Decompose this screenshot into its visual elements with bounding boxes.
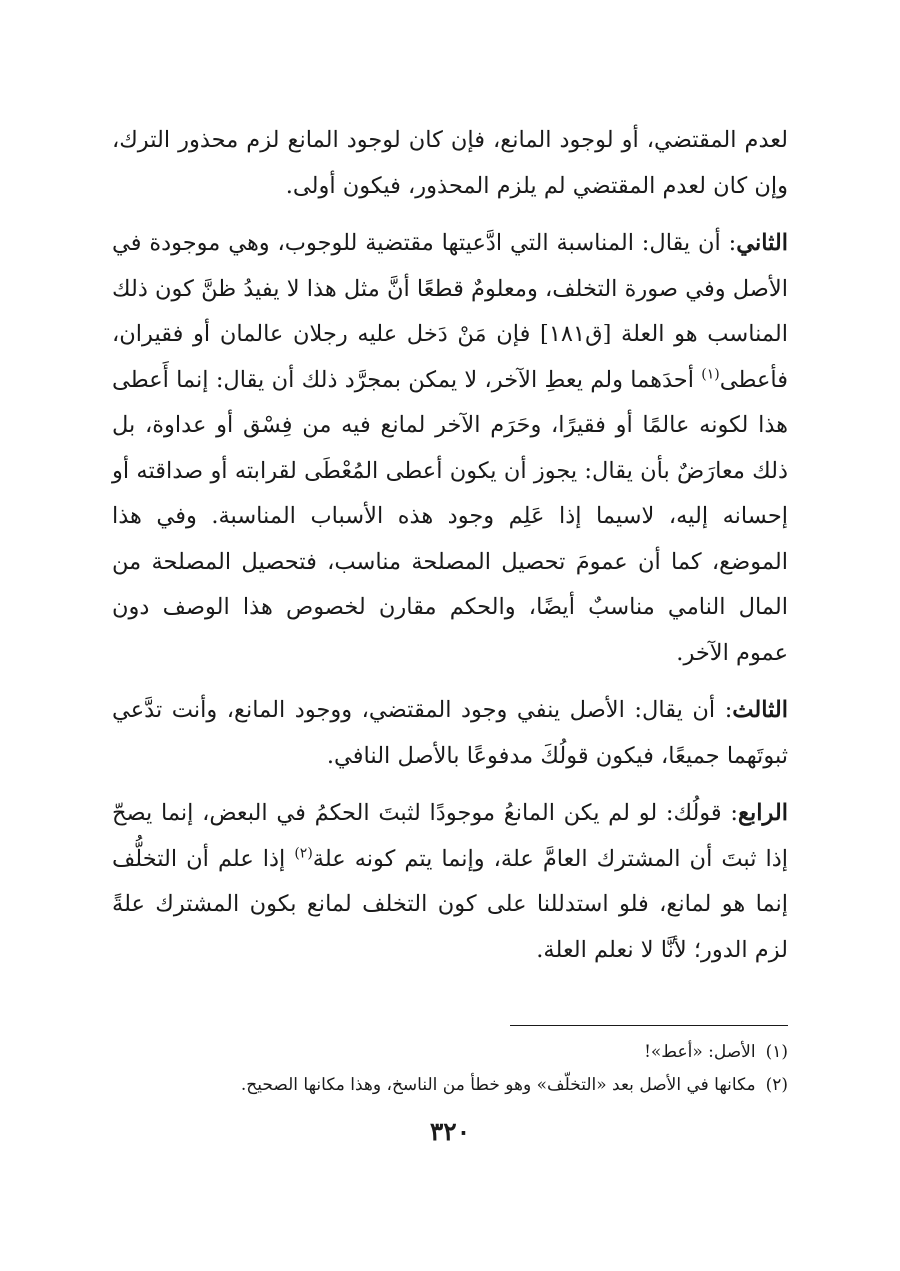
footnotes (112, 1036, 788, 1102)
footnote-2-number: (٢) (765, 1075, 788, 1095)
paragraph-2-lead: الثاني (736, 230, 788, 256)
footnote-separator (510, 1025, 788, 1026)
paragraph-3 (112, 688, 788, 779)
paragraph-4-text-a: : قولُك: لو لم يكن المانعُ موجودًا لثبتَ الحكمُ في البعض، إنما يصحّ إذا ثبتَ أن المشترك العامَّ علة، وإنما يتم كونه علة (112, 800, 788, 872)
footnote-1 (112, 1036, 788, 1069)
main-text (112, 118, 788, 973)
page-number: ٣٢٠ (429, 1117, 471, 1146)
paragraph-1-text: لعدم المقتضي، أو لوجود المانع، فإن كان لوجود المانع لزم محذور الترك، وإن كان لعدم المقتضي لم يلزم المحذور، فيكون أولى. (112, 127, 788, 199)
footnote-1-text: الأصل: «أعط»! (644, 1042, 756, 1062)
footnote-2 (112, 1069, 788, 1102)
paragraph-4-lead: الرابع (737, 800, 788, 826)
footnote-2-text: مكانها في الأصل بعد «التخلّف» وهو خطأ من الناسخ، وهذا مكانها الصحيح. (240, 1075, 756, 1095)
footnote-ref-1[interactable]: (١) (701, 366, 720, 382)
paragraph-2-text-b: أحدَهما ولم يعطِ الآخر، لا يمكن بمجرَّد ذلك أن يقال: إنما أَعطى هذا لكونه عالمًا أو فقيرًا، وحَرَم الآخر لمانع فيه من فِسْق أو عداوة، بل ذلك معارَضٌ بأن يقال: يجوز أن يكون أعطى المُعْطَى لقرابته أو صداقته أو إحسانه إليه، لاسيما إذا عَلِم وجود هذه الأسباب المناسبة. وفي هذا الموضع، كما أن عمومَ تحصيل المصلحة مناسب، فتحصيل المصلحة من المال النامي مناسبٌ أيضًا، والحكم مقارن لخصوص هذا الوصف دون عموم الآخر. (112, 366, 788, 666)
footnote-ref-2[interactable]: (٢) (294, 845, 313, 861)
paragraph-1 (112, 118, 788, 209)
paragraph-4 (112, 791, 788, 973)
paragraph-3-lead: الثالث (732, 697, 788, 723)
paragraph-3-text: : أن يقال: الأصل ينفي وجود المقتضي، ووجود المانع، وأنت تدَّعي ثبوتَهما جميعًا، فيكون قولُكَ مدفوعًا بالأصل النافي. (112, 697, 788, 769)
paragraph-4-text-b: إذا علم أن التخلُّف إنما هو لمانع، فلو استدللنا على كون التخلف لمانع بكون المشترك علةً لزم الدور؛ لأنَّا لا نعلم العلة. (112, 845, 789, 963)
paragraph-2 (112, 221, 788, 676)
paragraph-2-text-a: : أن يقال: المناسبة التي ادَّعيتها مقتضية للوجوب، وهي موجودة في الأصل وفي صورة التخلف، ومعلومٌ قطعًا أنَّ مثل هذا لا يفيدُ ظنَّ كون ذلك المناسب هو العلة [ق١٨١] فإن مَنْ دَخل عليه رجلان عالمان أو فقيران، فأعطى (112, 230, 789, 393)
footnote-1-number: (١) (765, 1042, 788, 1062)
